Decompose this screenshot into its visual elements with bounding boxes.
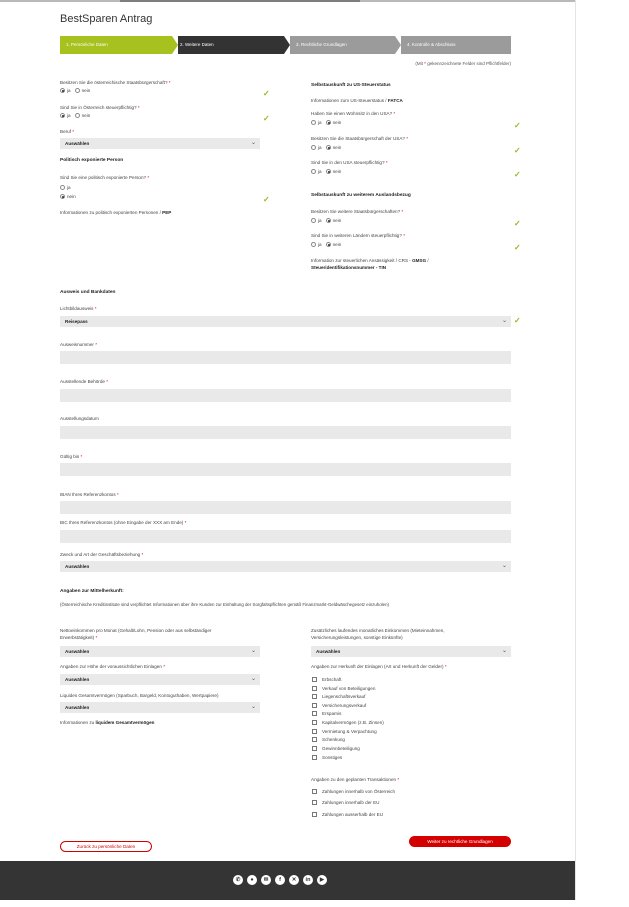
netto-select[interactable]: Auswählen ⌄	[60, 646, 260, 657]
ausweis-heading: Ausweis und Bankdaten	[60, 290, 116, 295]
valid-check-icon: ✓	[514, 219, 521, 228]
transaktionen-label: Angaben zu den geplanten Transaktionen *	[311, 777, 400, 782]
step-2[interactable]	[178, 36, 284, 54]
pep-label: Sind Sie eine politisch exponierte Person? *	[60, 175, 150, 180]
pep-heading: Politisch exponierte Person	[60, 158, 124, 163]
us-wohnsitz-no-radio[interactable]	[326, 120, 331, 125]
us-wohnsitz-label: Haben Sie einen Wohnsitz in den USA? *	[311, 111, 396, 116]
weitere-staatsb-radios: ja nein	[311, 218, 341, 223]
transaktion-option[interactable]: Zahlungen innerhalb der EU	[312, 800, 379, 805]
steuerpflichtig-yes-radio[interactable]	[60, 113, 65, 118]
step-1[interactable]	[60, 36, 172, 54]
zweck-label: Zweck und Art der Geschäftsbeziehung *	[60, 552, 144, 557]
pep-yes-radio[interactable]	[60, 185, 65, 190]
checkbox[interactable]	[312, 729, 317, 734]
us-steuer-no-radio[interactable]	[326, 169, 331, 174]
us-staatsb-radios: ja nein	[311, 145, 341, 150]
weitere-staatsb-label: Besitzen Sie weitere Staatsbürgerschaften? *	[311, 209, 404, 214]
lichtbild-label: Lichtbildausweis *	[60, 306, 97, 311]
checkbox[interactable]	[312, 677, 317, 682]
weitere-staatsb-no-radio[interactable]	[326, 218, 331, 223]
valid-check-icon: ✓	[514, 121, 521, 130]
us-heading: Selbstauskunft zu US-Steuerstatus	[311, 83, 391, 88]
mittel-heading: Angaben zur Mittelherkunft:	[60, 589, 124, 594]
step-3-label: 3. Rechtliche Grundlagen	[296, 42, 347, 47]
pep-no-radio[interactable]	[60, 194, 65, 199]
herkunft-option[interactable]: Erbschaft	[312, 677, 341, 682]
us-info: Informationen zum US-Steuerstatus / FATCA	[311, 98, 403, 103]
step-1-label: 1. Persönliche Daten	[66, 42, 108, 47]
chevron-down-icon: ⌄	[501, 318, 507, 324]
valid-check-icon: ✓	[514, 170, 521, 179]
valid-check-icon: ✓	[514, 146, 521, 155]
beruf-label: Beruf *	[60, 129, 75, 134]
liquide-info: Informationen zu liquidem Gesamtvermögen	[60, 720, 155, 725]
ausweisnummer-input[interactable]	[60, 351, 511, 364]
linkedin-icon[interactable]: in	[303, 875, 313, 885]
checkbox[interactable]	[312, 703, 317, 708]
steuerpflichtig-label: Sind Sie in Österreich steuerpflichtig? *	[60, 105, 140, 110]
checkbox[interactable]	[312, 694, 317, 699]
transaktion-option[interactable]: Zahlungen innerhalb von Österreich	[312, 789, 395, 794]
youtube-icon[interactable]: ▶	[317, 875, 327, 885]
staatsbuerger-yes-radio[interactable]	[60, 88, 65, 93]
checkbox[interactable]	[312, 789, 317, 794]
lichtbild-select[interactable]: Reisepass ⌄	[60, 316, 511, 327]
herkunft-option[interactable]: Gewinnbeteiligung	[312, 746, 360, 751]
checkbox[interactable]	[312, 746, 317, 751]
weitere-steuer-no-radio[interactable]	[326, 242, 331, 247]
checkbox[interactable]	[312, 800, 317, 805]
einlagen-hoehe-select[interactable]: Auswählen ⌄	[60, 674, 260, 685]
weitere-staatsb-yes-radio[interactable]	[311, 218, 316, 223]
fatca-link[interactable]: FATCA	[387, 98, 403, 103]
behoerde-label: Ausstellende Behörde *	[60, 379, 109, 384]
next-button[interactable]: Weiter zu rechtliche Grundlagen	[409, 836, 511, 847]
mittel-note: (Österreichische Kreditinstitute sind verpflichtet Informationen über ihre Kunden zur Einhaltung der Sorgfaltspflichten gemäß Finanzmarkt-Geldwäschegesetz einzuholen)	[60, 602, 389, 607]
facebook-icon[interactable]: f	[275, 875, 285, 885]
chevron-down-icon: ⌄	[250, 704, 256, 710]
checkbox[interactable]	[312, 737, 317, 742]
herkunft-option[interactable]: Versicherungsverkauf	[312, 703, 366, 708]
page-edge	[575, 0, 576, 900]
staatsbuerger-no-radio[interactable]	[75, 88, 80, 93]
back-button[interactable]: Zurück zu persönliche Daten	[60, 841, 152, 852]
progress-steps	[60, 36, 511, 54]
step-4-label: 4. Kontrolle & Abschluss	[407, 42, 456, 47]
zusatz-select[interactable]: Auswählen ⌄	[311, 646, 511, 657]
xing-icon[interactable]: ✕	[289, 875, 299, 885]
weitere-steuer-radios: ja nein	[311, 242, 341, 247]
valid-check-icon: ✓	[263, 89, 270, 98]
bic-input[interactable]	[60, 530, 511, 543]
datum-input[interactable]	[60, 426, 511, 439]
gmsg-link[interactable]: GMSG	[412, 258, 427, 263]
us-steuer-yes-radio[interactable]	[311, 169, 316, 174]
zusatz-label-1: Zusätzliches laufendes monatliches Einkommen (Mieteinnahmen,	[311, 628, 445, 633]
zweck-select[interactable]: Auswählen ⌄	[60, 561, 511, 572]
herkunft-label: Angaben zur Herkunft der Einlagen (Art und Herkunft der Gelder) *	[311, 664, 447, 669]
pep-link[interactable]: PEP	[162, 210, 172, 215]
checkbox[interactable]	[312, 755, 317, 760]
zusatz-label-2: Versicherungsleistungen, sonstige Einkünfte)	[311, 635, 403, 640]
phone-icon[interactable]: ✆	[233, 875, 243, 885]
weitere-steuer-label: Sind Sie in weiteren Ländern steuerpflichtig? *	[311, 233, 405, 238]
staatsbuerger-radios: ja nein	[60, 88, 90, 93]
transaktion-option[interactable]: Zahlungen ausserhalb der EU	[312, 812, 383, 817]
herkunft-option[interactable]: Kapitalvermögen (z.B. Zinsen)	[312, 720, 384, 725]
top-divider-accent	[120, 0, 360, 2]
herkunft-option[interactable]: Liegenschaftsverkauf	[312, 694, 365, 699]
ausland-heading: Selbstauskunft zu weiterem Auslandsbezug	[311, 193, 411, 198]
checkbox[interactable]	[312, 812, 317, 817]
valid-check-icon: ✓	[514, 243, 521, 252]
pep-no-row: nein	[60, 194, 76, 199]
valid-check-icon: ✓	[263, 114, 270, 123]
ausweisnummer-label: Ausweisnummer *	[60, 342, 98, 347]
us-staatsb-no-radio[interactable]	[326, 145, 331, 150]
bic-label: BIC Ihres Referenzkontos (ohne Eingabe der XXX am Ende) *	[60, 520, 187, 525]
footer	[0, 861, 575, 900]
herkunft-option[interactable]: Verkauf von Beteiligungen	[312, 686, 375, 691]
chevron-down-icon: ⌄	[250, 676, 256, 682]
beruf-select[interactable]: Auswählen ⌄	[60, 138, 260, 149]
valid-check-icon: ✓	[263, 195, 270, 204]
behoerde-input[interactable]	[60, 389, 511, 402]
liquide-label: Liquides Gesamtvermögen (Sparbuch, Bargeld, Kontoguthaben, Wertpapiere)	[60, 693, 219, 698]
us-staatsb-label: Besitzen Sie die Staatsbürgerschaft der USA? *	[311, 136, 409, 141]
checkbox[interactable]	[312, 686, 317, 691]
iban-label: IBAN Ihres Referenzkontos *	[60, 492, 119, 497]
checkbox[interactable]	[312, 720, 317, 725]
us-wohnsitz-yes-radio[interactable]	[311, 120, 316, 125]
pep-yes-row: ja	[60, 185, 71, 190]
chevron-down-icon: ⌄	[250, 648, 256, 654]
steuerpflichtig-radios: ja nein	[60, 113, 90, 118]
us-steuer-label: Sind Sie in den USA steuerpflichtig? *	[311, 160, 388, 165]
chevron-down-icon: ⌄	[250, 140, 256, 146]
tin-link-row	[311, 265, 386, 270]
location-icon[interactable]: ●	[247, 875, 257, 885]
us-staatsb-yes-radio[interactable]	[311, 145, 316, 150]
liquide-select[interactable]: Auswählen ⌄	[60, 702, 260, 713]
step-4[interactable]	[401, 36, 511, 54]
netto-label-2: Erwerbstätigkeit) *	[60, 635, 98, 640]
tin-link[interactable]: Steueridentifikationsnummer - TIN	[311, 265, 387, 270]
herkunft-option[interactable]: Schenkung	[312, 737, 345, 742]
social-links	[233, 875, 327, 885]
datum-label: Ausstellungsdatum	[60, 416, 99, 421]
valid-check-icon: ✓	[514, 316, 521, 325]
steuerpflichtig-no-radio[interactable]	[75, 113, 80, 118]
mandatory-note: (Mit * gekennzeichnete Felder sind Pflichtfelder)	[415, 61, 511, 66]
step-3[interactable]	[290, 36, 395, 54]
herkunft-option[interactable]: Ersparnis	[312, 711, 341, 716]
weitere-steuer-yes-radio[interactable]	[311, 242, 316, 247]
step-2-label: 2. Weitere Daten	[180, 42, 214, 47]
page-title: BestSparen Antrag	[60, 13, 153, 25]
gueltig-label: Gültig bis *	[60, 454, 83, 459]
us-wohnsitz-radios: ja nein	[311, 120, 341, 125]
herkunft-option[interactable]: Sonstiges	[312, 755, 342, 760]
checkbox[interactable]	[312, 711, 317, 716]
netto-label-1: Nettoeinkommen pro Monat (Gehalt/Lohn, Pension oder aus selbständiger	[60, 628, 212, 633]
pep-info: Informationen zu politisch exponierten Personen / PEP	[60, 210, 172, 215]
herkunft-option[interactable]: Vermietung & Verpachtung	[312, 729, 377, 734]
einlagen-hoehe-label: Angaben zur Höhe der voraussichtlichen Einlagen *	[60, 664, 165, 669]
crs-info: Information zur steuerlichen Ansässigkeit / CRS - GMSG /	[311, 258, 429, 263]
mail-icon[interactable]: ✉	[261, 875, 271, 885]
chevron-down-icon: ⌄	[501, 648, 507, 654]
chevron-down-icon: ⌄	[501, 563, 507, 569]
gueltig-input[interactable]	[60, 463, 511, 476]
staatsbuerger-label: Besitzen Sie die österreichische Staatsbürgerschaft? *	[60, 80, 171, 85]
liquide-link[interactable]: liquidem Gesamtvermögen	[95, 720, 155, 725]
us-steuer-radios: ja nein	[311, 169, 341, 174]
iban-input[interactable]	[60, 501, 511, 514]
